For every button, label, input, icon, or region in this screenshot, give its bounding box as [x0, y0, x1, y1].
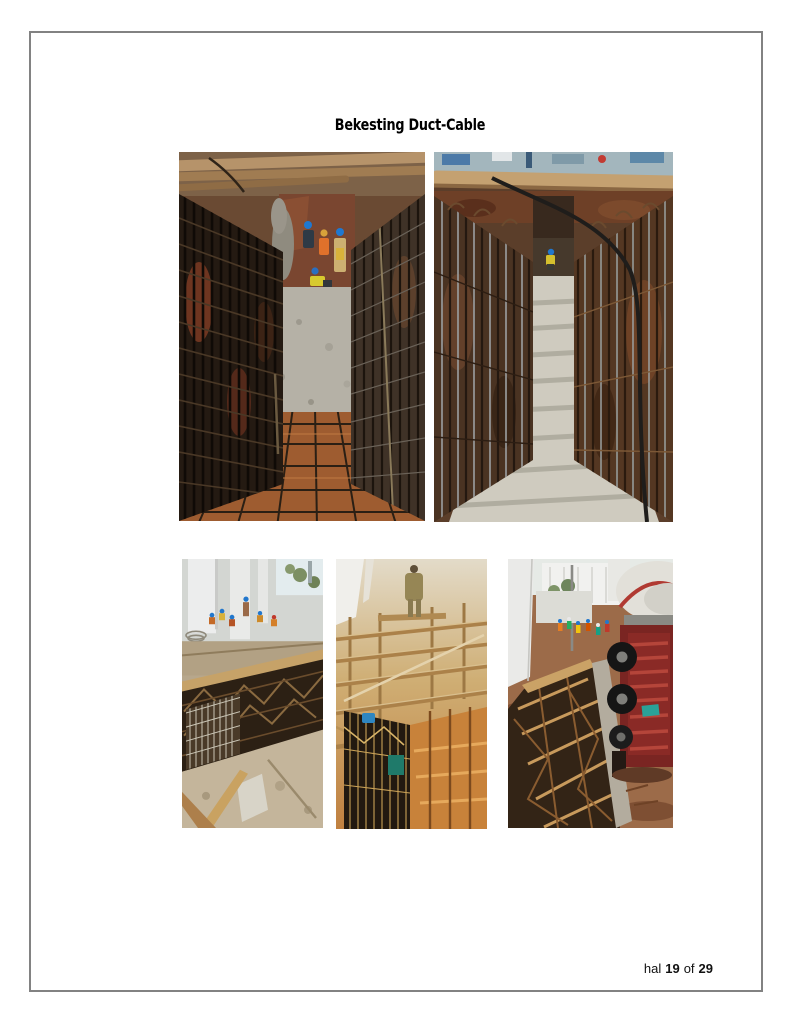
photo-trench-rebar-concrete-pour	[179, 152, 425, 521]
footer-page-number: 19	[665, 961, 680, 976]
photo-trench-rebar-concrete-pour-art	[179, 152, 425, 521]
photo-trench-lean-concrete-path	[434, 152, 673, 522]
photo-mixer-truck-at-trench	[508, 559, 673, 828]
footer-total-pages: 29	[698, 961, 713, 976]
photo-trench-lean-concrete-path-art	[434, 152, 673, 522]
photo-mixer-truck-at-trench-art	[508, 559, 673, 828]
page-title	[30, 115, 790, 135]
footer-prefix: hal	[643, 961, 662, 976]
photo-duct-trench-diagonal-formwork	[182, 559, 323, 828]
footer-of-label: of	[683, 961, 695, 976]
page-title-text: Bekesting Duct-Cable	[334, 115, 486, 134]
page-footer	[644, 961, 713, 976]
photo-formwork-cross-braces-art	[336, 559, 487, 829]
photo-formwork-cross-braces	[336, 559, 487, 829]
photo-duct-trench-diagonal-formwork-art	[182, 559, 323, 828]
